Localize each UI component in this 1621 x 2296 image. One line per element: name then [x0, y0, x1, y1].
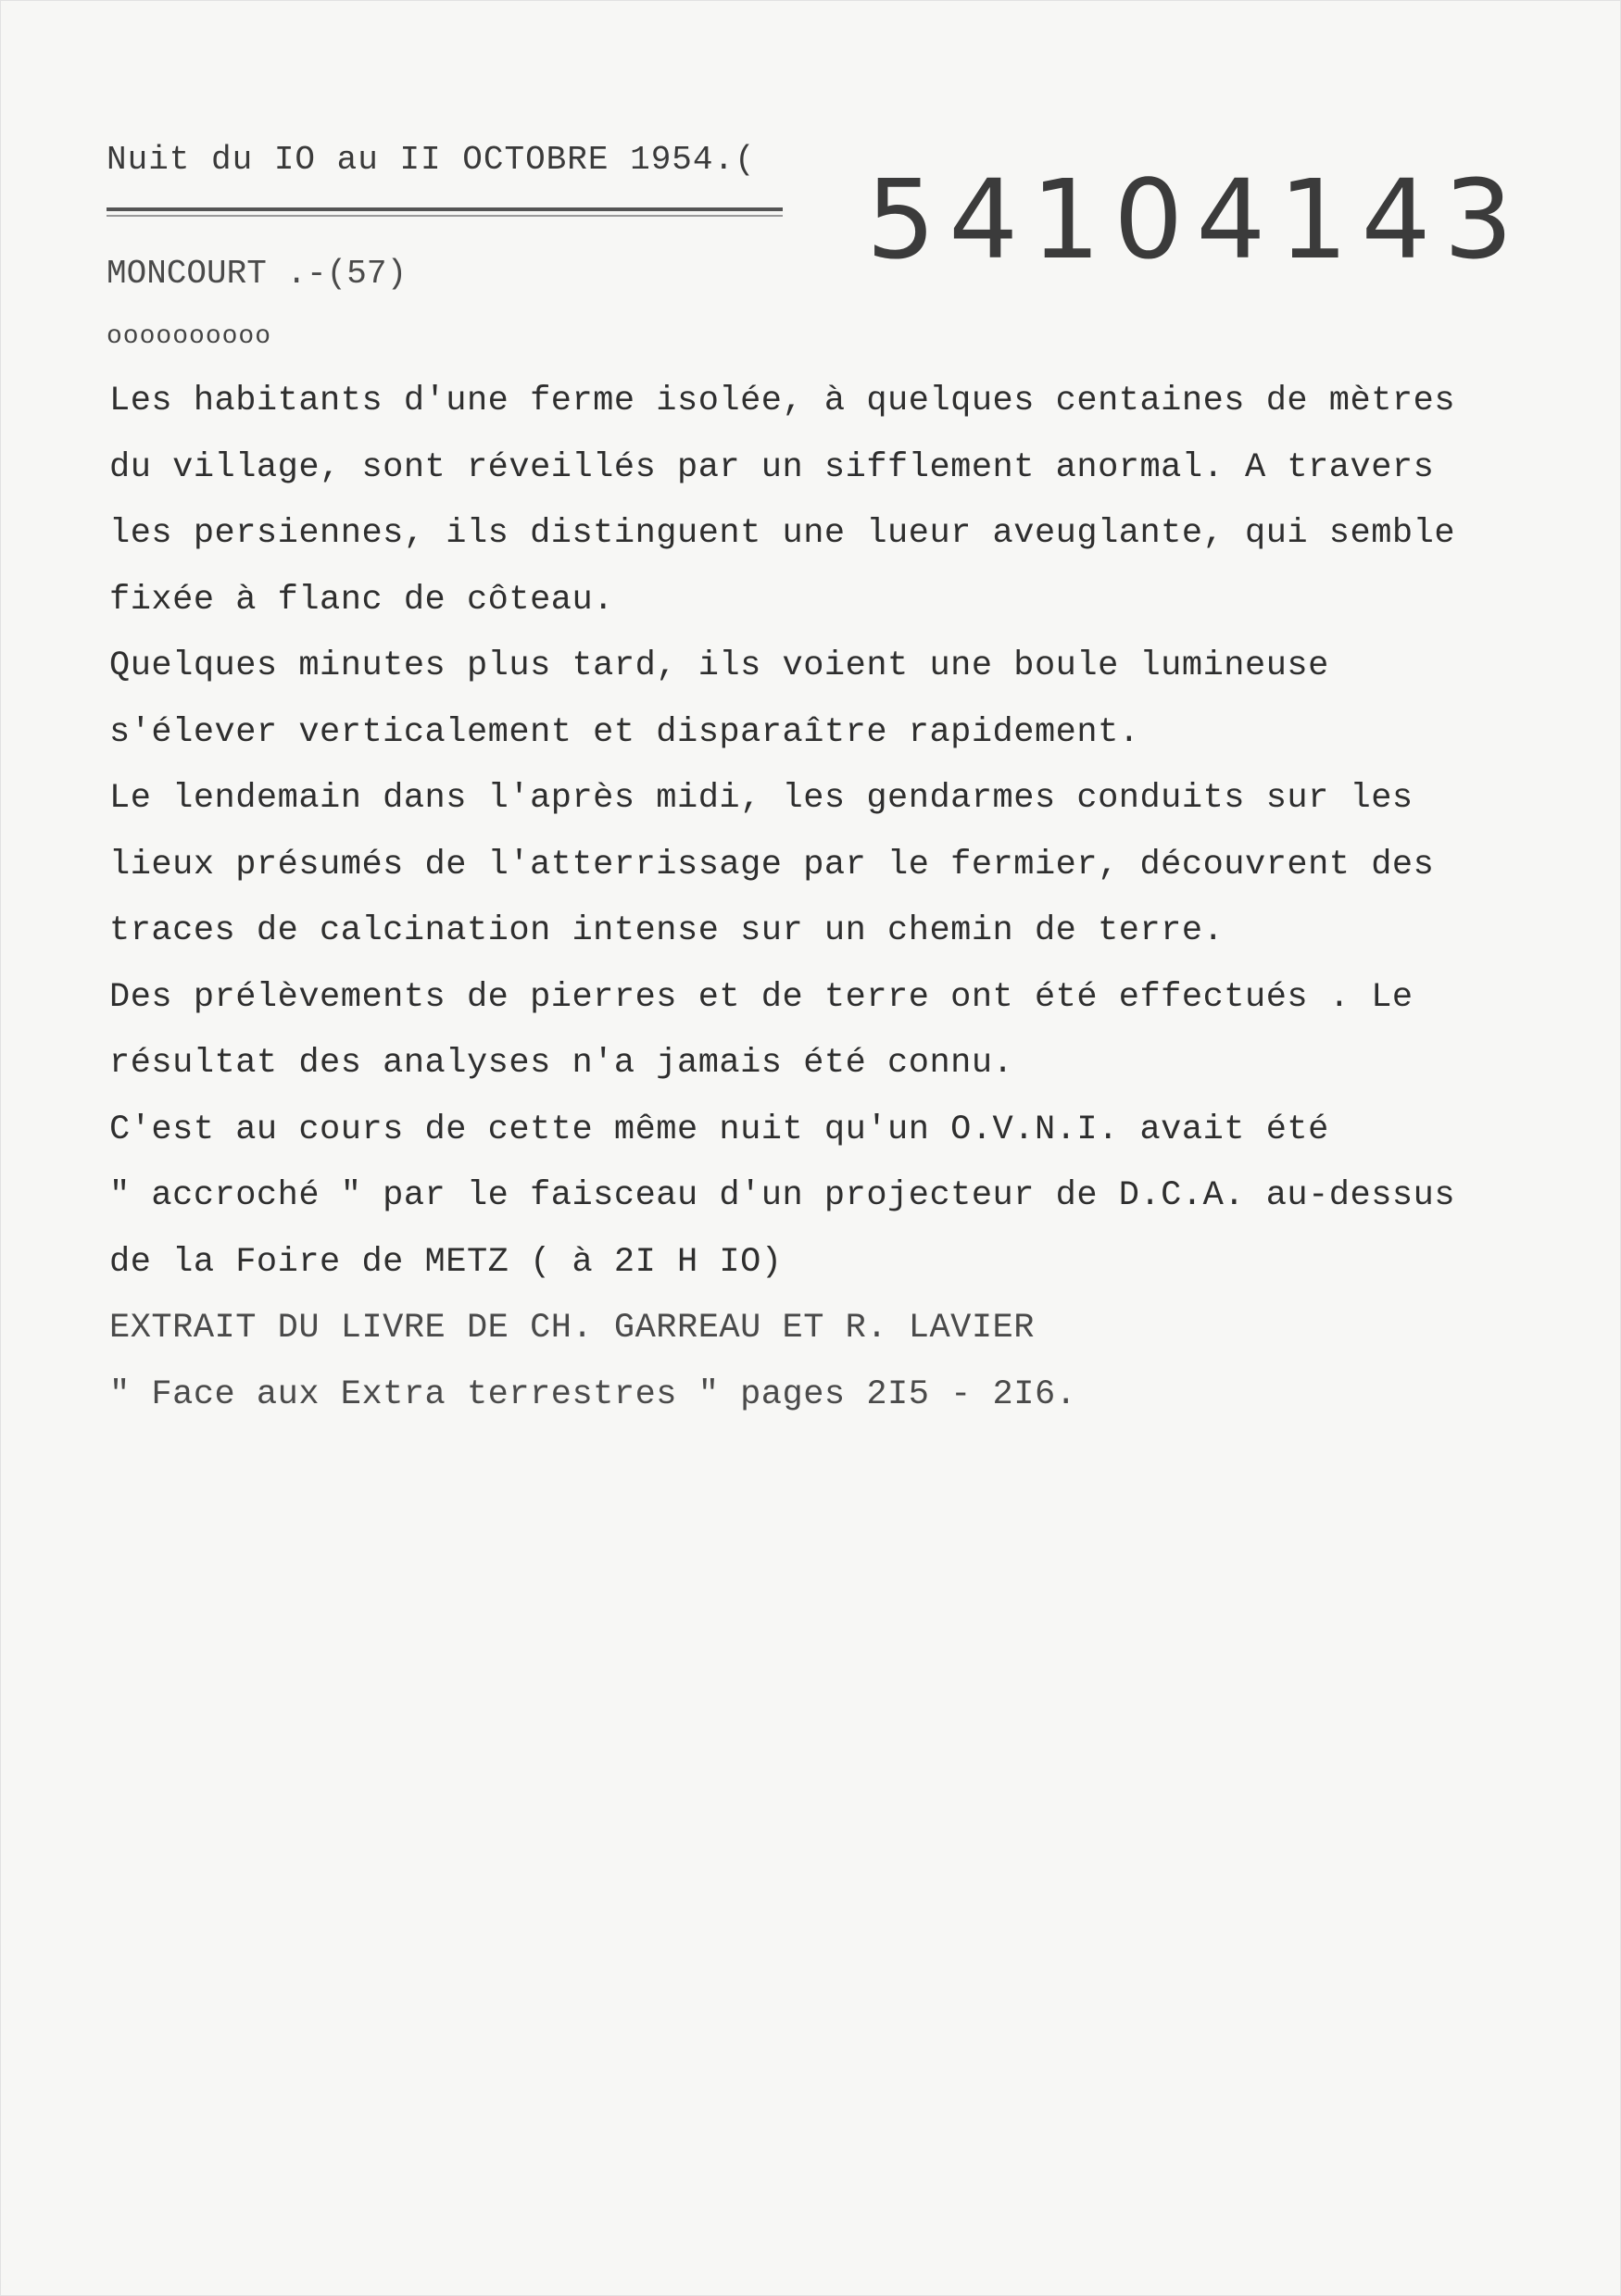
report-body — [109, 369, 1517, 1428]
body-line: C'est au cours de cette même nuit qu'un O.V.N.I. avait été — [109, 1110, 1329, 1149]
body-line: lieux présumés de l'atterrissage par le fermier, découvrent des — [109, 845, 1435, 885]
location-heading: MONCOURT .-(57) — [107, 255, 408, 293]
body-line: les persiennes, ils distinguent une lueur aveuglante, qui semble — [109, 514, 1456, 553]
body-line: Le lendemain dans l'après midi, les gendarmes conduits sur les — [109, 779, 1414, 818]
document-date: Nuit du IO au II OCTOBRE 1954.( — [107, 141, 756, 179]
body-line: traces de calcination intense sur un chemin de terre. — [109, 911, 1225, 950]
separator-line: oooooooooo — [107, 322, 272, 351]
body-line: du village, sont réveillés par un sifflement anormal. A travers — [109, 447, 1435, 487]
body-line: de la Foire de METZ ( à 2I H IO) — [109, 1242, 783, 1282]
source-citation: EXTRAIT DU LIVRE DE CH. GARREAU ET R. LAVIER — [109, 1309, 1035, 1348]
body-line: Des prélèvements de pierres et de terre ont été effectués . Le — [109, 977, 1414, 1017]
body-line: Les habitants d'une ferme isolée, à quelques centaines de mètres — [109, 382, 1456, 420]
body-line: résultat des analyses n'a jamais été connu. — [109, 1044, 1014, 1083]
date-underline-secondary — [107, 215, 783, 217]
body-line: s'élever verticalement et disparaître rapidement. — [109, 712, 1140, 752]
body-line: Quelques minutes plus tard, ils voient une boule lumineuse — [109, 646, 1329, 685]
body-line: " accroché " par le faisceau d'un projecteur de D.C.A. au-dessus — [109, 1176, 1456, 1215]
date-underline — [107, 207, 783, 211]
reference-number: 54104143 — [866, 156, 1527, 283]
body-line: fixée à flanc de côteau. — [109, 580, 614, 620]
source-pages: " Face aux Extra terrestres " pages 2I5 - 2I6. — [109, 1374, 1077, 1414]
